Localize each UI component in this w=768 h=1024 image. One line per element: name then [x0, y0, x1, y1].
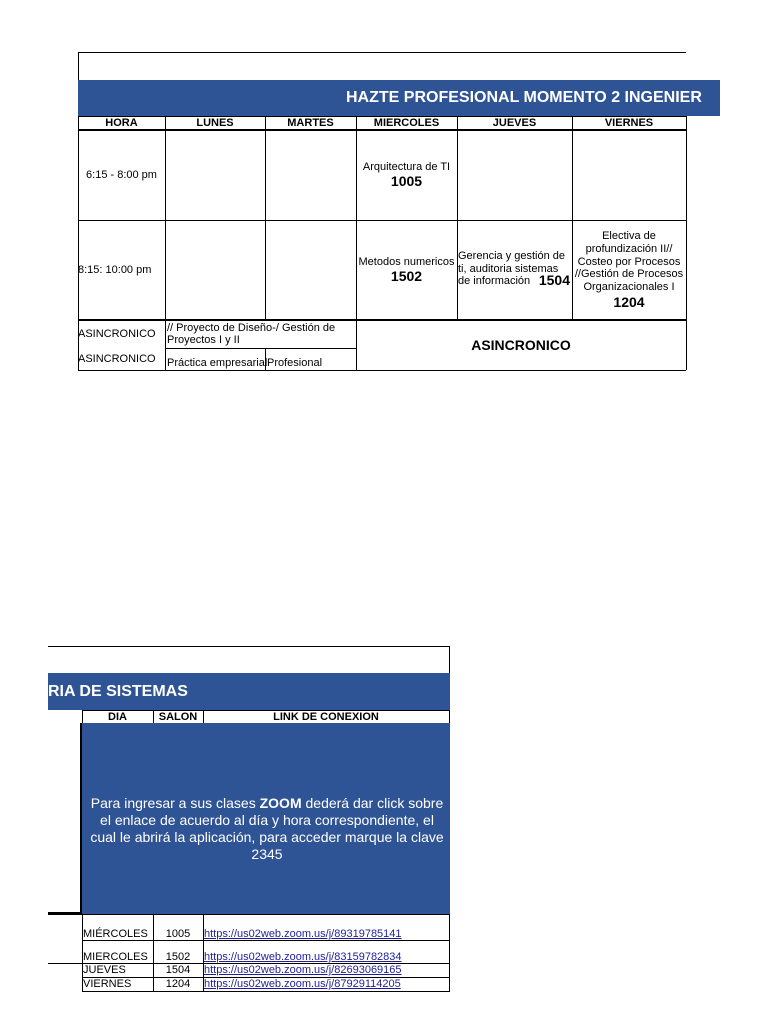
class-cell-miercoles-2: [356, 221, 457, 319]
row-salon: 1502: [165, 951, 191, 963]
row-salon: 1504: [165, 964, 191, 976]
schedule-banner: HAZTE PROFESIONAL MOMENTO 2 INGENIER: [78, 80, 720, 116]
room-number: 1005: [390, 173, 423, 190]
practice-cell-lunes: Práctica empresarial: [167, 357, 268, 369]
notice-zoom-word: ZOOM: [259, 795, 302, 811]
grid-line: [265, 116, 266, 319]
col-header-hora: HORA: [105, 116, 138, 129]
room-number: 1504: [538, 271, 570, 288]
course-name: Gerencia y gestión de ti, auditoria sistemas de información: [458, 250, 566, 288]
table-top-border: [78, 52, 686, 53]
room-number: 1204: [613, 293, 645, 310]
row-salon: 1204: [165, 978, 191, 990]
col-header-dia: DIA: [108, 710, 127, 723]
zoom-link[interactable]: https://us02web.zoom.us/j/83159782834: [204, 951, 402, 963]
grid-line: [48, 914, 450, 915]
zoom-link[interactable]: https://us02web.zoom.us/j/87929114205: [204, 978, 401, 990]
notice-text-pre: Para ingresar a sus clases: [90, 795, 260, 811]
zoom-instructions: [82, 723, 450, 914]
grid-line: [686, 116, 687, 370]
grid-line: [203, 710, 204, 723]
grid-line: [82, 991, 450, 992]
hora-cell-3: ASINCRONICO: [78, 327, 156, 340]
grid-line: [165, 348, 356, 349]
zoom-link[interactable]: https://us02web.zoom.us/j/82693069165: [204, 964, 402, 976]
hora-cell-1: 6:15 - 8:00 pm: [86, 168, 157, 181]
grid-line: [82, 710, 83, 723]
col-header-jueves: JUEVES: [492, 116, 537, 129]
row-dia: VIERNES: [83, 978, 132, 990]
zoom-link[interactable]: https://us02web.zoom.us/j/89319785141: [204, 928, 402, 940]
course-name: Arquitectura de TI: [362, 160, 451, 173]
grid-line: [165, 116, 166, 370]
col-header-salon: SALON: [158, 710, 198, 723]
notice-text-post: dederá dar click sobre el enlace de acuerdo al día y hora correspondiente, el cual le abrirá la aplicación, para acceder marque la clave 2345: [90, 795, 444, 862]
practice-cell-martes: Profesional: [267, 357, 323, 369]
blank-side-cell: [48, 723, 82, 914]
row-salon: 1005: [165, 928, 191, 940]
hora-cell-4: ASINCRONICO: [78, 352, 156, 365]
row-dia: MIÉRCOLES: [83, 928, 148, 940]
row-dia: MIERCOLES: [83, 951, 148, 963]
async-course-cell: // Proyecto de Diseño-/ Gestión de Proyectos I y II: [167, 322, 336, 347]
class-cell-viernes-2: [572, 222, 686, 318]
col-header-viernes: VIERNES: [604, 116, 654, 129]
class-cell-jueves-2: [458, 250, 572, 290]
course-name: Electiva de profundización II// Costeo por Procesos //Gestión de Procesos Organizacionales I: [574, 230, 684, 293]
links-banner: RIA DE SISTEMAS: [48, 673, 450, 710]
row-dia: JUEVES: [83, 964, 126, 976]
table-top-border: [48, 646, 450, 647]
col-header-martes: MARTES: [287, 116, 334, 129]
class-cell-miercoles-1: [356, 130, 457, 220]
grid-line: [153, 710, 154, 723]
grid-line: [82, 710, 450, 711]
grid-line: [82, 940, 450, 941]
async-label: ASINCRONICO: [471, 336, 571, 353]
grid-line: [78, 370, 686, 371]
course-name: Metodos numericos: [358, 255, 455, 268]
col-header-lunes: LUNES: [196, 116, 234, 129]
grid-line: [78, 116, 686, 117]
hora-cell-2: 8:15: 10:00 pm: [78, 263, 152, 276]
col-header-link: LINK DE CONEXION: [273, 710, 379, 723]
col-header-miercoles: MIERCOLES: [373, 116, 440, 129]
room-number: 1502: [390, 268, 423, 285]
